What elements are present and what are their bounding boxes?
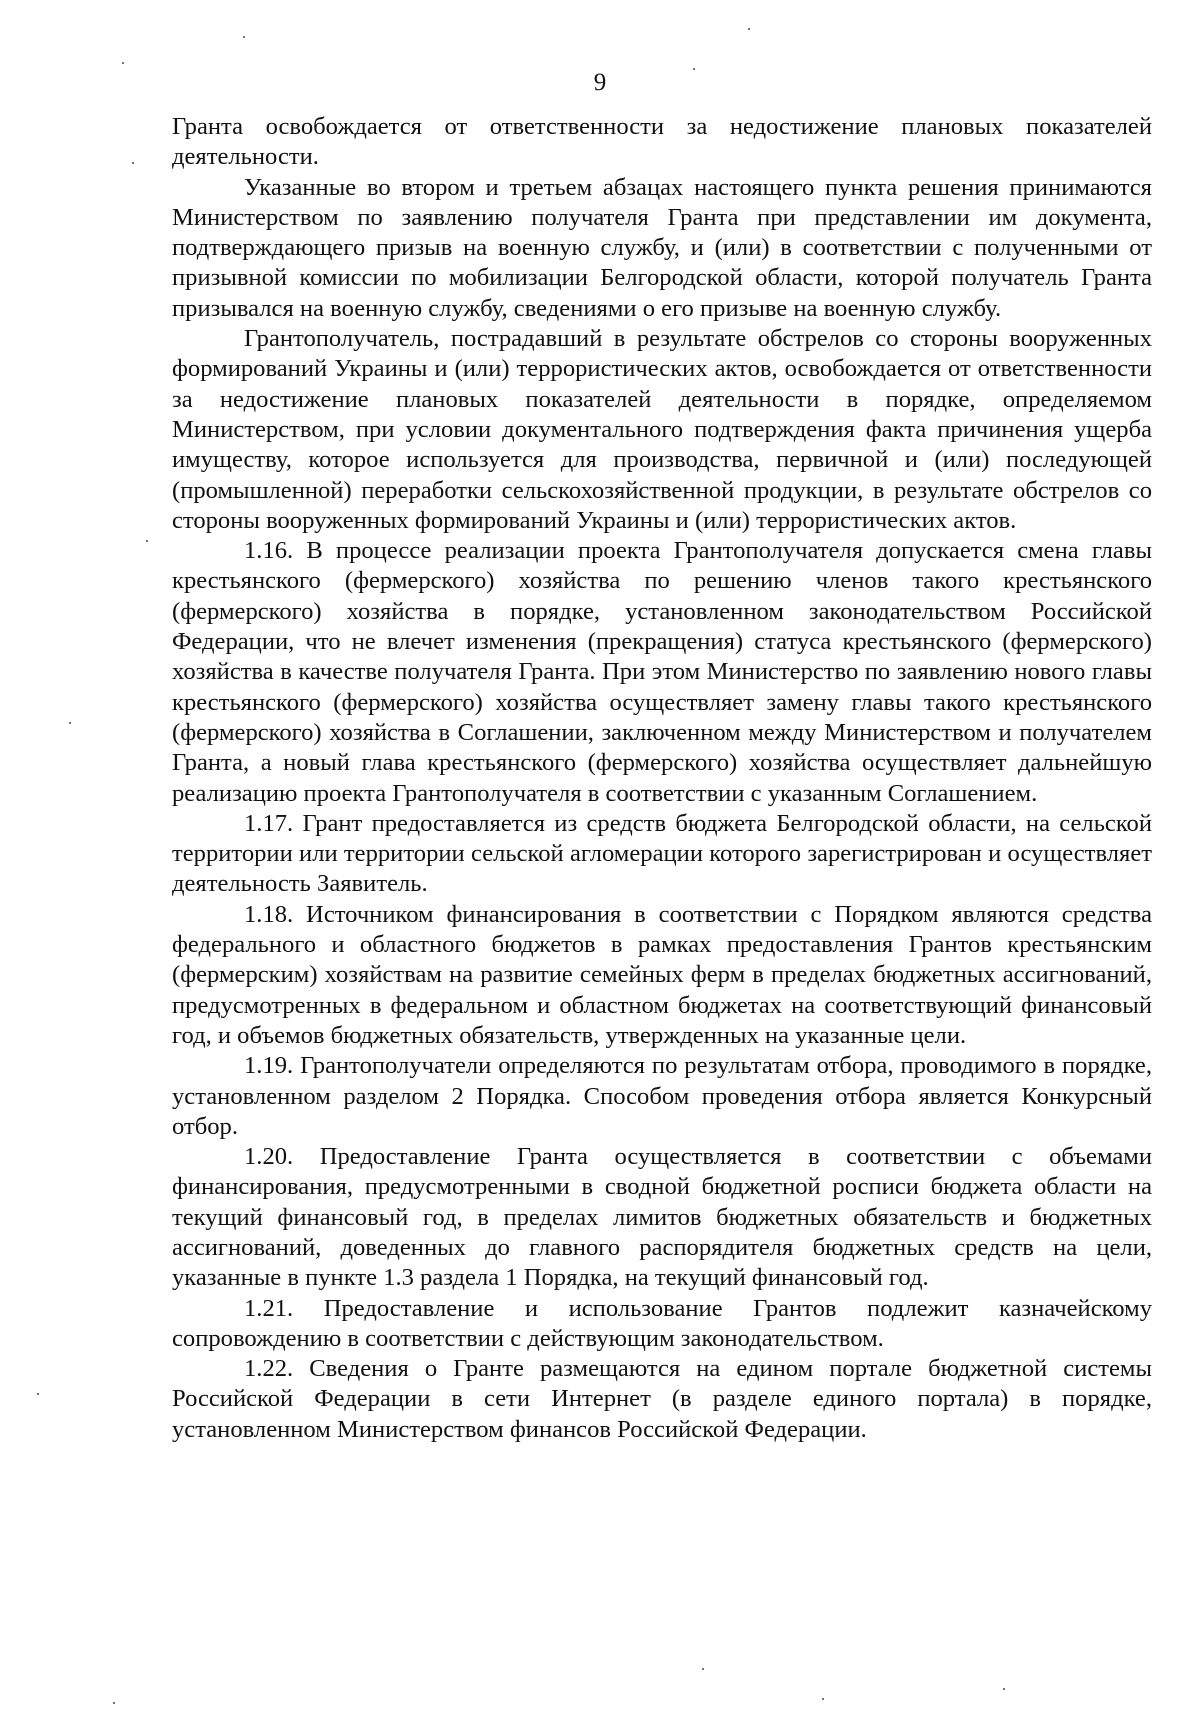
scan-speck [132, 162, 134, 164]
scan-speck [122, 62, 124, 64]
paragraph-indicated-decisions: Указанные во втором и третьем абзацах настоящего пункта решения принимаются Министерством по заявлению получателя Гранта при представлении им документа, подтверждающего призыв на военную службу, и (или) в соответствии с полученными от призывной комиссии по мобилизации Белгородской области, которой получатель Гранта призывался на военную службу, сведениями о его призыве на военную службу. [172, 173, 1152, 322]
scan-speck [748, 28, 750, 30]
scan-speck [822, 1698, 824, 1700]
scan-speck [69, 722, 71, 724]
paragraph-shelling-exemption: Грантополучатель, пострадавший в результате обстрелов со стороны вооруженных формирований Украины и (или) террористических актов, освобождается от ответственности за недостижение плановых показателей деятельности в порядке, определяемом Министерством, при условии документального подтверждения факта причинения ущерба имуществу, которое используется для производства, первичной и (или) последующей (промышленной) переработки сельскохозяйственной продукции, в результате обстрелов со стороны вооруженных формирований Украины и (или) террористических актов. [172, 325, 1152, 534]
scan-speck [702, 1668, 704, 1670]
paragraph-1-18: 1.18. Источником финансирования в соответствии с Порядком являются средства федерального и областного бюджетов в рамках предоставления Грантов крестьянским (фермерским) хозяйствам на развитие семейных ферм в пределах бюджетных ассигнований, предусмотренных в федеральном и областном бюджетах на соответствующий финансовый год, и объемов бюджетных обязательств, утвержденных на указанные цели. [172, 900, 1152, 1049]
paragraph-1-22: 1.22. Сведения о Гранте размещаются на едином портале бюджетной системы Российской Федерации в сети Интернет (в разделе единого портала) в порядке, установленном Министерством финансов Российской Федерации. [172, 1355, 1152, 1443]
scan-speck [146, 540, 148, 542]
paragraph-1-20: 1.20. Предоставление Гранта осуществляется в соответствии с объемами финансирования, предусмотренными в сводной бюджетной росписи бюджета области на текущий финансовый год, в пределах лимитов бюджетных обязательств и бюджетных ассигнований, доведенных до главного распорядителя бюджетных средств на цели, указанные в пункте 1.3 раздела 1 Порядка, на текущий финансовый год. [172, 1143, 1152, 1292]
paragraph-1-21: 1.21. Предоставление и использование Грантов подлежит казначейскому сопровождению в соответствии с действующим законодательством. [172, 1294, 1152, 1352]
paragraph-1-19: 1.19. Грантополучатели определяются по результатам отбора, проводимого в порядке, установленном разделом 2 Порядка. Способом проведения отбора является Конкурсный отбор. [172, 1052, 1152, 1140]
scan-speck [1003, 1688, 1005, 1690]
scan-speck [113, 1702, 115, 1704]
paragraph-1-17: 1.17. Грант предоставляется из средств бюджета Белгородской области, на сельской территории или территории сельской агломерации которого зарегистрирован и осуществляет деятельность Заявитель. [172, 809, 1152, 898]
scan-speck [693, 68, 695, 70]
scan-speck [243, 36, 245, 38]
document-body [172, 112, 1152, 1445]
paragraph-continuation: Гранта освобождается от ответственности за недостижение плановых показателей деятельности. [172, 113, 1152, 171]
page-number: 9 [593, 69, 607, 96]
scan-speck [37, 1393, 39, 1395]
paragraph-1-16: 1.16. В процессе реализации проекта Грантополучателя допускается смена главы крестьянского (фермерского) хозяйства по решению членов такого крестьянского (фермерского) хозяйства в порядке, установленном законодательством Российской Федерации, что не влечет изменения (прекращения) статуса крестьянского (фермерского) хозяйства в качестве получателя Гранта. При этом Министерство по заявлению нового главы крестьянского (фермерского) хозяйства осуществляет замену главы такого крестьянского (фермерского) хозяйства в Соглашении, заключенном между Министерством и получателем Гранта, а новый глава крестьянского (фермерского) хозяйства осуществляет дальнейшую реализацию проекта Грантополучателя в соответствии с указанным Соглашением. [172, 537, 1152, 807]
